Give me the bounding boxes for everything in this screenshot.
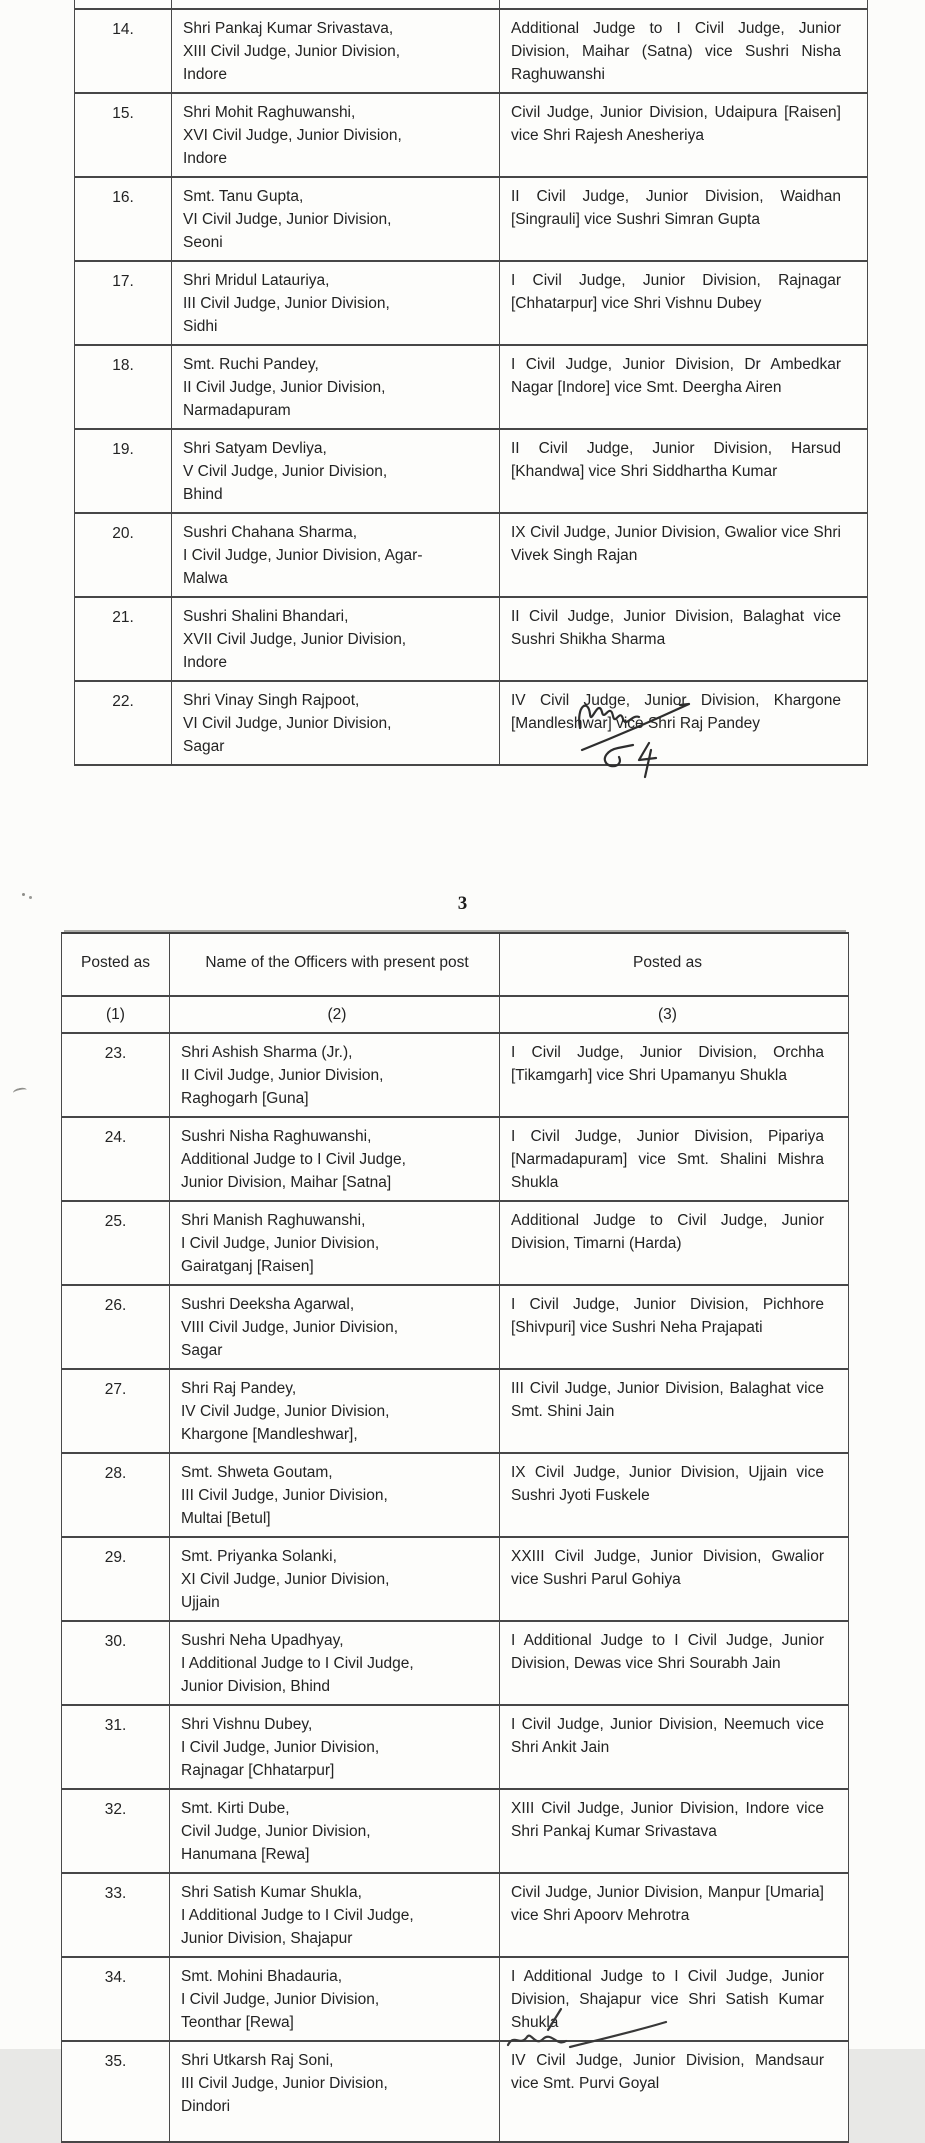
officer-name-present-post-cell: Shri Ashish Sharma (Jr.), II Civil Judge, Junior Division, Raghogarh [Guna]	[170, 1034, 500, 1116]
table-row	[75, 430, 867, 514]
officer-name-present-post-cell: Sushri Neha Upadhyay, I Additional Judge to I Civil Judge, Junior Division, Bhind	[170, 1622, 500, 1704]
officer-name-present-post-cell: Shri Raj Pandey, IV Civil Judge, Junior Division, Khargone [Mandleshwar],	[170, 1370, 500, 1452]
column-index-row	[62, 997, 848, 1034]
table-row	[62, 1790, 848, 1874]
table-row	[75, 178, 867, 262]
serial-number-cell: 25.	[62, 1202, 170, 1284]
transfer-table-rows-14-22	[74, 0, 868, 766]
officer-name-present-post-cell: Shri Utkarsh Raj Soni, III Civil Judge, Junior Division, Dindori	[170, 2042, 500, 2141]
new-posting-cell: I Civil Judge, Junior Division, Rajnagar [Chhatarpur] vice Shri Vishnu Dubey	[511, 272, 841, 312]
serial-number-cell: 30.	[62, 1622, 170, 1704]
new-posting-cell: Civil Judge, Junior Division, Manpur [Umaria] vice Shri Apoorv Mehrotra	[511, 1884, 824, 1924]
officer-name-present-post-cell: Sushri Chahana Sharma, I Civil Judge, Junior Division, Agar- Malwa	[172, 514, 500, 596]
new-posting-cell: I Civil Judge, Junior Division, Pichhore [Shivpuri] vice Sushri Neha Prajapati	[511, 1296, 824, 1336]
table-body	[75, 10, 867, 766]
table-row	[75, 10, 867, 94]
new-posting-cell: IX Civil Judge, Junior Division, Ujjain vice Sushri Jyoti Fuskele	[511, 1464, 824, 1504]
table-row	[62, 1538, 848, 1622]
new-posting-cell: II Civil Judge, Junior Division, Harsud [Khandwa] vice Shri Siddhartha Kumar	[511, 440, 841, 480]
new-posting-cell: I Civil Judge, Junior Division, Neemuch vice Shri Ankit Jain	[511, 1716, 824, 1756]
table-header-row	[62, 934, 848, 997]
table-row	[62, 1958, 848, 2042]
officer-name-present-post-cell: Smt. Mohini Bhadauria, I Civil Judge, Junior Division, Teonthar [Rewa]	[170, 1958, 500, 2040]
serial-number-cell: 22.	[75, 682, 172, 764]
new-posting-cell: I Civil Judge, Junior Division, Orchha [Tikamgarh] vice Shri Upamanyu Shukla	[511, 1044, 824, 1084]
officer-name-present-post-cell: Smt. Shweta Goutam, III Civil Judge, Junior Division, Multai [Betul]	[170, 1454, 500, 1536]
cut-cell	[75, 0, 172, 8]
new-posting-cell: IV Civil Judge, Junior Division, Mandsaur vice Smt. Purvi Goyal	[511, 2052, 824, 2092]
new-posting-cell: III Civil Judge, Junior Division, Balaghat vice Smt. Shini Jain	[511, 1380, 824, 1420]
new-posting-cell: XXIII Civil Judge, Junior Division, Gwalior vice Sushri Parul Gohiya	[511, 1548, 824, 1588]
new-posting-cell: Additional Judge to I Civil Judge, Junior Division, Maihar (Satna) vice Sushri Nisha Raghuwanshi	[511, 20, 841, 83]
officer-name-present-post-cell: Smt. Priyanka Solanki, XI Civil Judge, Junior Division, Ujjain	[170, 1538, 500, 1620]
table-row	[62, 1034, 848, 1118]
table-row	[62, 2042, 848, 2143]
table-body	[62, 1034, 848, 2143]
officer-name-present-post-cell: Sushri Shalini Bhandari, XVII Civil Judge, Junior Division, Indore	[172, 598, 500, 680]
table-row	[75, 598, 867, 682]
serial-number-cell: 23.	[62, 1034, 170, 1116]
table-row	[75, 94, 867, 178]
handwritten-signature-partial	[500, 2006, 670, 2049]
new-posting-cell: I Civil Judge, Junior Division, Dr Ambedkar Nagar [Indore] vice Smt. Deergha Airen	[511, 356, 841, 396]
handwritten-signature	[552, 688, 702, 788]
table-row	[75, 262, 867, 346]
new-posting-cell: XIII Civil Judge, Junior Division, Indore vice Shri Pankaj Kumar Srivastava	[511, 1800, 824, 1840]
officer-name-present-post-cell: Shri Satyam Devliya, V Civil Judge, Junior Division, Bhind	[172, 430, 500, 512]
serial-number-cell: 14.	[75, 10, 172, 92]
new-posting-cell: Civil Judge, Junior Division, Udaipura [Raisen] vice Shri Rajesh Anesheriya	[511, 104, 841, 144]
table-row	[62, 1706, 848, 1790]
table-row	[62, 1202, 848, 1286]
new-posting-cell: II Civil Judge, Junior Division, Balaghat vice Sushri Shikha Sharma	[511, 608, 841, 648]
new-posting-cell: I Additional Judge to I Civil Judge, Junior Division, Shajapur vice Shri Satish Kumar Shukla	[511, 1968, 824, 2031]
serial-number-cell: 19.	[75, 430, 172, 512]
officer-name-present-post-cell: Shri Pankaj Kumar Srivastava, XIII Civil Judge, Junior Division, Indore	[172, 10, 500, 92]
scan-artifact	[22, 893, 25, 896]
new-posting-cell: I Additional Judge to I Civil Judge, Junior Division, Dewas vice Shri Sourabh Jain	[511, 1632, 824, 1672]
serial-number-cell: 20.	[75, 514, 172, 596]
new-posting-cell: Additional Judge to Civil Judge, Junior Division, Timarni (Harda)	[511, 1212, 824, 1252]
serial-number-cell: 15.	[75, 94, 172, 176]
table-row	[75, 682, 867, 766]
serial-number-cell: 18.	[75, 346, 172, 428]
officer-name-present-post-cell: Shri Mridul Latauriya, III Civil Judge, Junior Division, Sidhi	[172, 262, 500, 344]
new-posting-cell: II Civil Judge, Junior Division, Waidhan [Singrauli] vice Sushri Simran Gupta	[511, 188, 841, 228]
serial-number-cell: 17.	[75, 262, 172, 344]
serial-number-cell: 24.	[62, 1118, 170, 1200]
officer-name-present-post-cell: Smt. Ruchi Pandey, II Civil Judge, Junior Division, Narmadapuram	[172, 346, 500, 428]
serial-number-cell: 16.	[75, 178, 172, 260]
header-posted-as-col3: Posted as	[633, 954, 702, 971]
serial-number-cell: 32.	[62, 1790, 170, 1872]
transfer-table-page-3	[61, 932, 849, 2143]
serial-number-cell: 33.	[62, 1874, 170, 1956]
serial-number-cell: 34.	[62, 1958, 170, 2040]
table-row	[62, 1286, 848, 1370]
table-row	[62, 1370, 848, 1454]
page-number: 3	[457, 893, 468, 914]
officer-name-present-post-cell: Shri Vinay Singh Rajpoot, VI Civil Judge, Junior Division, Sagar	[172, 682, 500, 764]
column-index-2: (2)	[170, 997, 500, 1032]
new-posting-cell: IV Civil Judge, Junior Division, Khargone [Mandleshwar] vice Shri Raj Pandey	[511, 692, 841, 732]
serial-number-cell: 35.	[62, 2042, 170, 2141]
header-posted-as-col1: Posted as	[62, 934, 170, 995]
cut-cell	[172, 0, 500, 8]
column-index-3: (3)	[658, 1006, 677, 1023]
table-row	[75, 514, 867, 598]
table-row	[62, 1454, 848, 1538]
table-row	[75, 346, 867, 430]
officer-name-present-post-cell: Shri Manish Raghuwanshi, I Civil Judge, Junior Division, Gairatganj [Raisen]	[170, 1202, 500, 1284]
table-row	[62, 1874, 848, 1958]
column-index-1: (1)	[62, 997, 170, 1032]
officer-name-present-post-cell: Shri Mohit Raghuwanshi, XVI Civil Judge, Junior Division, Indore	[172, 94, 500, 176]
scan-artifact	[12, 1087, 27, 1097]
officer-name-present-post-cell: Sushri Deeksha Agarwal, VIII Civil Judge, Junior Division, Sagar	[170, 1286, 500, 1368]
officer-name-present-post-cell: Smt. Tanu Gupta, VI Civil Judge, Junior Division, Seoni	[172, 178, 500, 260]
table-row	[62, 1118, 848, 1202]
officer-name-present-post-cell: Shri Vishnu Dubey, I Civil Judge, Junior Division, Rajnagar [Chhatarpur]	[170, 1706, 500, 1788]
serial-number-cell: 26.	[62, 1286, 170, 1368]
serial-number-cell: 27.	[62, 1370, 170, 1452]
serial-number-cell: 28.	[62, 1454, 170, 1536]
officer-name-present-post-cell: Shri Satish Kumar Shukla, I Additional Judge to I Civil Judge, Junior Division, Shajapur	[170, 1874, 500, 1956]
cut-off-row-remnant	[75, 0, 867, 10]
new-posting-cell: I Civil Judge, Junior Division, Pipariya [Narmadapuram] vice Smt. Shalini Mishra Shukla	[511, 1128, 824, 1191]
serial-number-cell: 31.	[62, 1706, 170, 1788]
officer-name-present-post-cell: Sushri Nisha Raghuwanshi, Additional Judge to I Civil Judge, Junior Division, Maihar [Satna]	[170, 1118, 500, 1200]
cut-cell	[500, 0, 867, 8]
officer-name-present-post-cell: Smt. Kirti Dube, Civil Judge, Junior Division, Hanumana [Rewa]	[170, 1790, 500, 1872]
new-posting-cell: IX Civil Judge, Junior Division, Gwalior vice Shri Vivek Singh Rajan	[511, 524, 841, 564]
serial-number-cell: 29.	[62, 1538, 170, 1620]
serial-number-cell: 21.	[75, 598, 172, 680]
header-officer-name: Name of the Officers with present post	[170, 934, 500, 995]
table-row	[62, 1622, 848, 1706]
